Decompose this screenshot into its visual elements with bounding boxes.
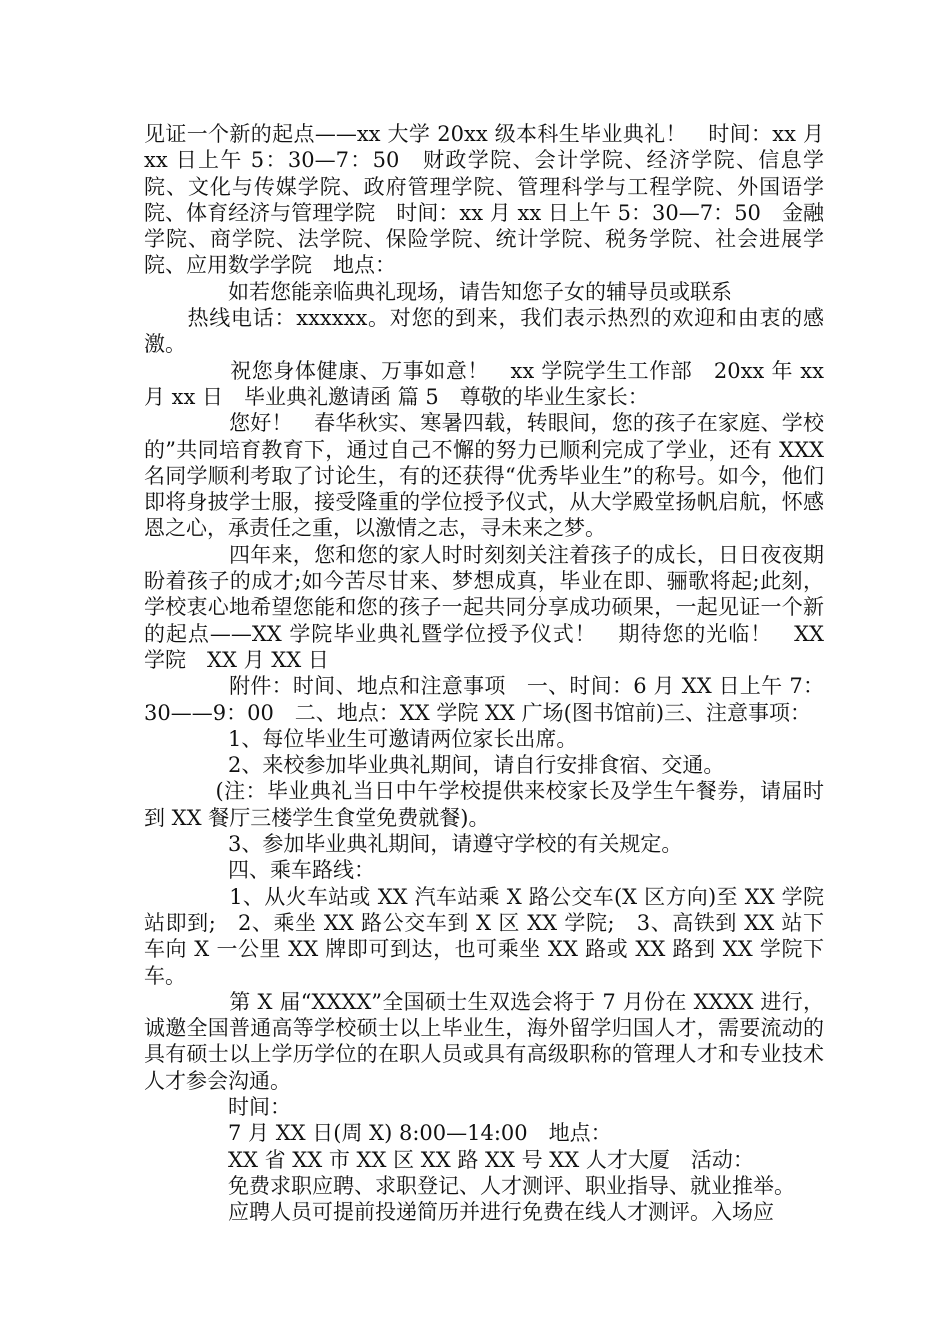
paragraph-four-years: 四年来，您和您的家人时时刻刻关注着孩子的成长，日日夜夜期盼着孩子的成才;如今苦尽甘来、梦想成真，毕业在即、骊歌将起;此刻，学校衷心地希望您能和您的孩子一起共同分享成功硕果，一起见证一个新的起点——XX 学院毕业典礼暨学位授予仪式！ 期待您的光临！ XX 学院 XX 月 XX 日 bbox=[144, 542, 831, 672]
paragraph-ceremony-schedule: 见证一个新的起点——xx 大学 20xx 级本科生毕业典礼！ 时间：xx 月 xx 日上午 5：30—7：50 财政学院、会计学院、经济学院、信息学院、文化与传媒学院、政府管理学院、管理科学与工程学院、外国语学院、体育经济与管理学院 时间：xx 月 xx 日上午 5：30—7：50 金融学院、商学院、法学院、保险学院、统计学院、税务学院、社会进展学院、应用数学学院 地点： bbox=[144, 122, 831, 278]
paragraph-job-fair: 第 X 届“XXXX”全国硕士生双选会将于 7 月份在 XXXX 进行，诚邀全国普通高等学校硕士以上毕业生，海外留学归国人才，需要流动的具有硕士以上学历学位的在职人员或具有高级职称的管理人才和专业技术人才参会沟通。 bbox=[144, 989, 824, 1093]
paragraph-note-3: 3、参加毕业典礼期间，请遵守学校的有关规定。 bbox=[144, 832, 683, 857]
document-body bbox=[144, 121, 831, 1225]
paragraph-routes: 1、从火车站或 XX 汽车站乘 X 路公交车(X 区方向)至 XX 学院站即到; 2、乘坐 XX 路公交车到 X 区 XX 学院; 3、高铁到 XX 站下车向 X 一公里 XX 牌即可到达，也可乘坐 XX 路或 XX 路到 XX 学院下车。 bbox=[144, 884, 824, 988]
paragraph-greeting: 您好！ 春华秋实、寒暑四载，转眼间，您的孩子在家庭、学校的”共同培育教育下，通过自己不懈的努力已顺利完成了学业，还有 XXX 名同学顺利考取了讨论生，有的还获得“优秀毕业生”的称号。如今，他们即将身披学士服，接受隆重的学位授予仪式，从大学殿堂扬帆启航，怀感恩之心，承责任之重，以激情之志，寻未来之梦。 bbox=[144, 411, 831, 541]
paragraph-time-value: 7 月 XX 日(周 X) 8:00—14:00 地点： bbox=[144, 1121, 612, 1146]
paragraph-resume: 应聘人员可提前投递简历并进行免费在线人才测评。入场应 bbox=[144, 1200, 774, 1225]
paragraph-note-1: 1、每位毕业生可邀请两位家长出席。 bbox=[144, 726, 578, 751]
paragraph-hotline: 热线电话：xxxxxx。对您的到来，我们表示热烈的欢迎和由衷的感激。 bbox=[144, 306, 824, 357]
paragraph-time-label: 时间： bbox=[144, 1094, 291, 1119]
paragraph-location: XX 省 XX 市 XX 区 XX 路 XX 号 XX 人才大厦 活动： bbox=[144, 1147, 754, 1172]
paragraph-lunch-note: (注：毕业典礼当日中午学校提供来校家长及学生午餐券，请届时到 XX 餐厅三楼学生食堂免费就餐)。 bbox=[144, 779, 824, 830]
paragraph-note-2: 2、来校参加毕业典礼期间，请自行安排食宿、交通。 bbox=[144, 753, 725, 778]
paragraph-attachment: 附件：时间、地点和注意事项 一、时间：6 月 XX 日上午 7：30——9：00 二、地点：XX 学院 XX 广场(图书馆前)三、注意事项： bbox=[144, 674, 824, 725]
paragraph-activities: 免费求职应聘、求职登记、人才测评、职业指导、就业推举。 bbox=[144, 1173, 795, 1198]
paragraph-route-heading: 四、乘车路线： bbox=[144, 858, 375, 883]
paragraph-wishes-signature: 祝您身体健康、万事如意！ xx 学院学生工作部 20xx 年 xx 月 xx 日 毕业典礼邀请函 篇 5 尊敬的毕业生家长： bbox=[144, 358, 831, 409]
paragraph-contact-counselor: 如若您能亲临典礼现场，请告知您子女的辅导员或联系 bbox=[144, 279, 732, 304]
